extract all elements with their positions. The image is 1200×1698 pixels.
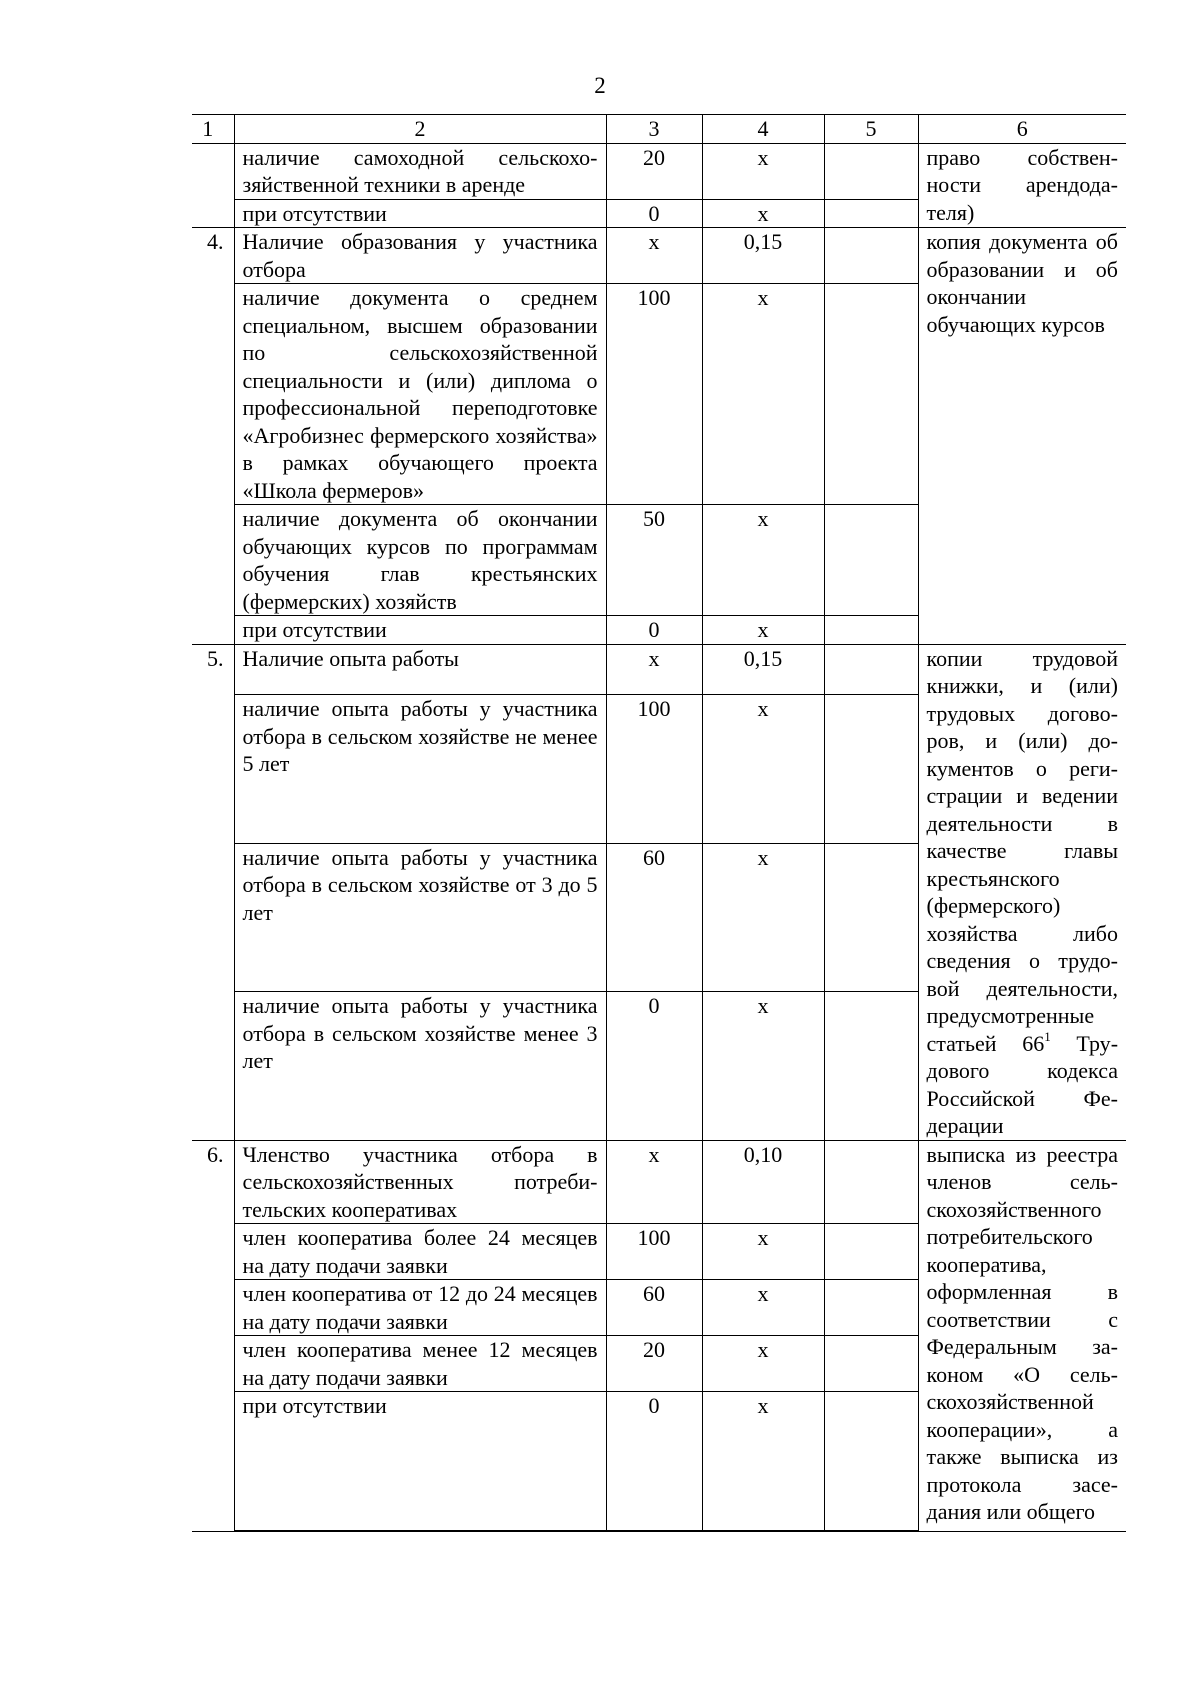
score-cell <box>824 1392 918 1532</box>
document-cell <box>918 644 1126 1140</box>
score-cell <box>824 199 918 228</box>
criterion-cell: наличие опыта работы у участника отбора в сельском хозяйстве от 3 до 5 лет <box>234 843 606 991</box>
table-header-row <box>192 115 1126 144</box>
points-cell: 100 <box>606 695 702 843</box>
points-cell: 60 <box>606 843 702 991</box>
score-cell <box>824 1280 918 1336</box>
criteria-table <box>192 114 1126 1532</box>
header-cell: 6 <box>918 115 1126 144</box>
weight-cell: х <box>702 992 824 1140</box>
header-cell: 4 <box>702 115 824 144</box>
points-cell: х <box>606 644 702 695</box>
weight-cell: 0,15 <box>702 644 824 695</box>
score-cell <box>824 1140 918 1224</box>
criterion-cell: наличие документа об окончании обучающих курсов по программам обучения глав крестьянских (фермерских) хозяйств <box>234 505 606 616</box>
document-text: копии трудовой книжки, и (или) трудовых договоров, и (или) документов о регистрации и ведении деятельности в качестве главы крестьянского (фермерского) хозяйства либо сведения о трудовой деятельности, предусмотренные статьей 66 <box>926 645 1118 1056</box>
table-row <box>192 143 1126 199</box>
points-cell: 100 <box>606 1224 702 1280</box>
criterion-cell: при отсутствии <box>234 1392 606 1532</box>
points-cell: х <box>606 228 702 284</box>
points-cell: 0 <box>606 616 702 645</box>
score-cell <box>824 228 918 284</box>
criterion-cell: Наличие опыта работы <box>234 644 606 695</box>
criterion-cell: наличие документа о среднем специальном, высшем образовании по сельскохозяйственной специальности и (или) диплома о профессиональной переподготовке «Агробизнес фермерского хозяйства» в рамках обучающего проекта «Школа фермеров» <box>234 284 606 505</box>
superscript: 1 <box>1044 1028 1051 1044</box>
points-cell: 0 <box>606 992 702 1140</box>
row-number-cell <box>192 143 234 228</box>
points-cell: 0 <box>606 199 702 228</box>
weight-cell: х <box>702 695 824 843</box>
document-cell: копия документа об образовании и об окончании обучающих курсов <box>918 228 1126 645</box>
row-number-cell: 6. <box>192 1140 234 1531</box>
score-cell <box>824 843 918 991</box>
weight-cell: х <box>702 843 824 991</box>
weight-cell: х <box>702 1392 824 1532</box>
criterion-cell: член кооператива от 12 до 24 месяцев на дату подачи заявки <box>234 1280 606 1336</box>
score-cell <box>824 505 918 616</box>
criterion-cell: Наличие образования у участника отбора <box>234 228 606 284</box>
document-text: Трудового кодекса Российской Федерации <box>926 1030 1119 1138</box>
row-number-cell: 5. <box>192 644 234 1140</box>
page-number: 2 <box>594 73 606 98</box>
points-cell: 60 <box>606 1280 702 1336</box>
score-cell <box>824 143 918 199</box>
header-cell: 1 <box>192 115 234 144</box>
points-cell: 20 <box>606 143 702 199</box>
criterion-cell: наличие опыта работы у участника отбора в сельском хозяйстве не менее 5 лет <box>234 695 606 843</box>
header-cell: 3 <box>606 115 702 144</box>
criterion-cell: член кооператива менее 12 месяцев на дату подачи заявки <box>234 1336 606 1392</box>
weight-cell: 0,15 <box>702 228 824 284</box>
criterion-cell: при отсутствии <box>234 616 606 645</box>
weight-cell: х <box>702 199 824 228</box>
header-cell: 2 <box>234 115 606 144</box>
weight-cell: 0,10 <box>702 1140 824 1224</box>
table-row <box>192 644 1126 695</box>
criterion-cell: член кооператива более 24 месяцев на дату подачи заявки <box>234 1224 606 1280</box>
weight-cell: х <box>702 284 824 505</box>
points-cell: 100 <box>606 284 702 505</box>
score-cell <box>824 284 918 505</box>
score-cell <box>824 992 918 1140</box>
weight-cell: х <box>702 505 824 616</box>
weight-cell: х <box>702 143 824 199</box>
document-cell: право собственности арендодателя) <box>918 143 1126 228</box>
table-row <box>192 1140 1126 1224</box>
points-cell: 20 <box>606 1336 702 1392</box>
row-number-cell: 4. <box>192 228 234 645</box>
score-cell <box>824 644 918 695</box>
weight-cell: х <box>702 1336 824 1392</box>
criterion-cell: Членство участника отбора в сельскохозяйственных потребительских кооперативах <box>234 1140 606 1224</box>
points-cell: 50 <box>606 505 702 616</box>
document-cell: выписка из реестра членов сельскохозяйственного потребительского кооператива, оформленная в соответствии с Федеральным законом «О сельскохозяйственной кооперации», а также выписка из протокола заседания или общего <box>918 1140 1126 1531</box>
weight-cell: х <box>702 1224 824 1280</box>
weight-cell: х <box>702 1280 824 1336</box>
criterion-cell: наличие опыта работы у участника отбора в сельском хозяйстве менее 3 лет <box>234 992 606 1140</box>
weight-cell: х <box>702 616 824 645</box>
score-cell <box>824 695 918 843</box>
table-row <box>192 228 1126 284</box>
score-cell <box>824 616 918 645</box>
header-cell: 5 <box>824 115 918 144</box>
criterion-cell: при отсутствии <box>234 199 606 228</box>
points-cell: х <box>606 1140 702 1224</box>
points-cell: 0 <box>606 1392 702 1532</box>
score-cell <box>824 1224 918 1280</box>
score-cell <box>824 1336 918 1392</box>
criterion-cell: наличие самоходной сельскохозяйственной техники в аренде <box>234 143 606 199</box>
